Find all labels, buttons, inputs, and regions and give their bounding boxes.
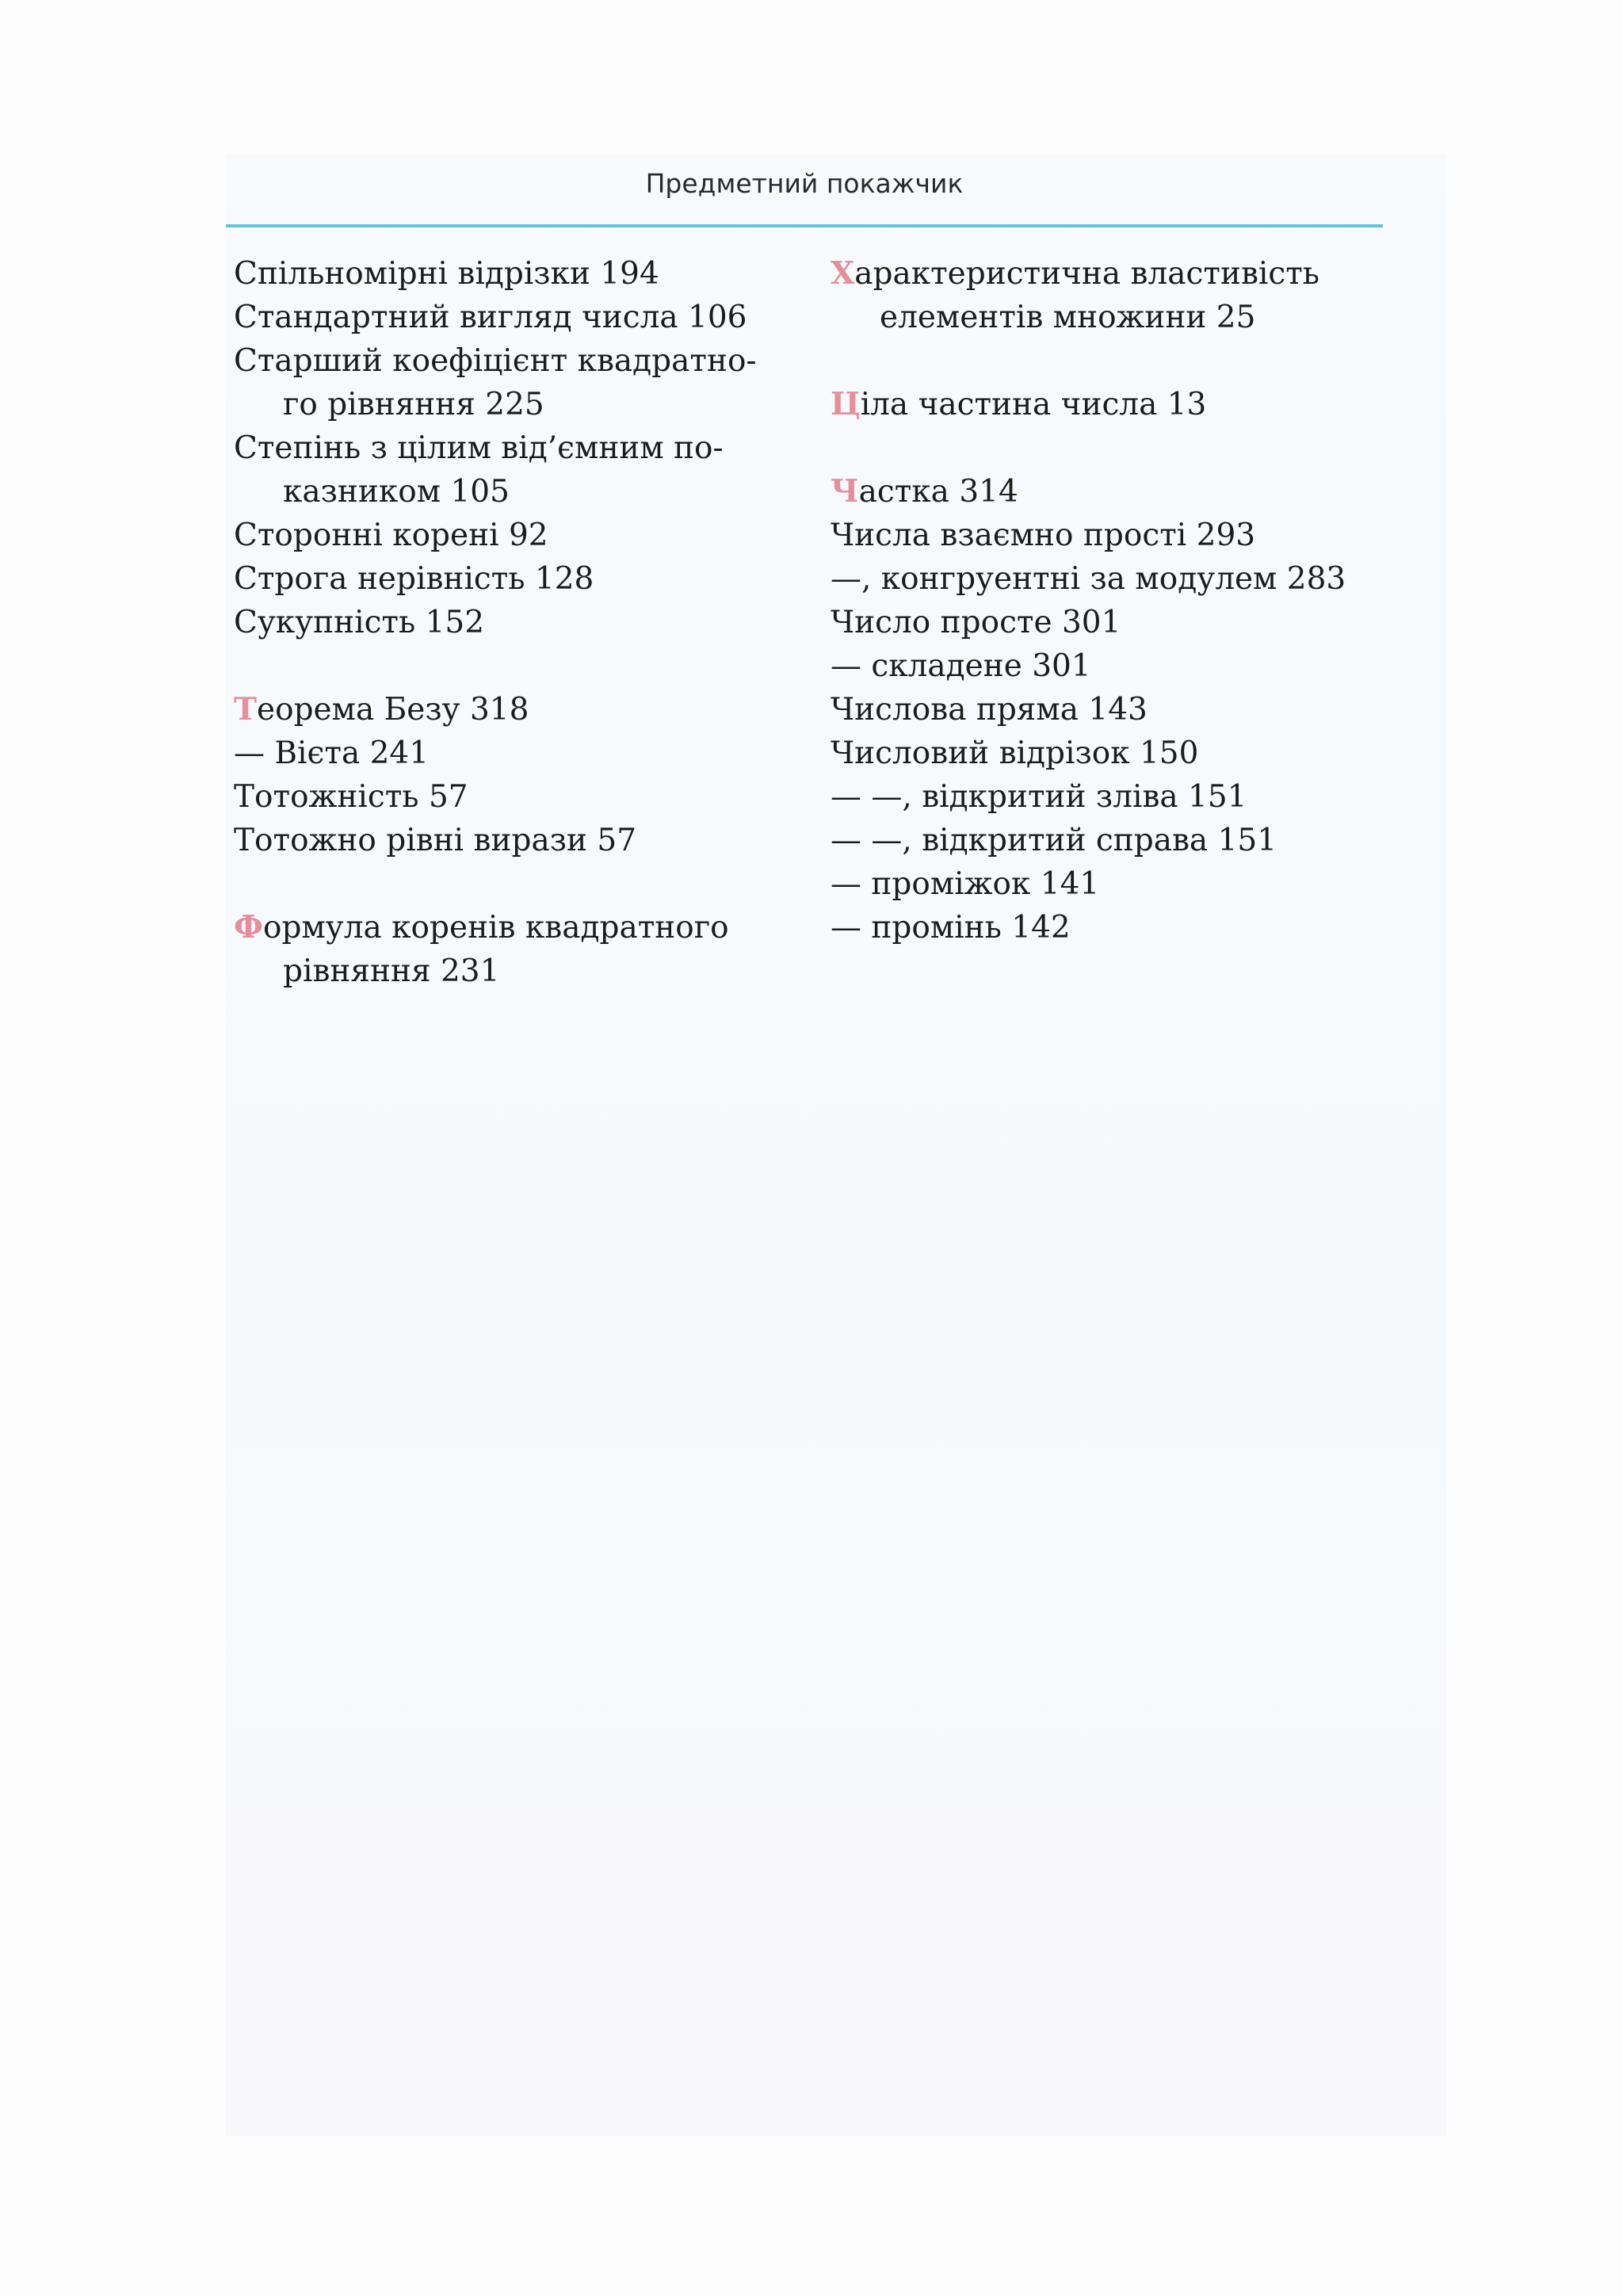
section-gap — [831, 426, 1417, 470]
index-entry-continuation: го рівняння 225 — [283, 387, 544, 422]
index-column-left — [234, 252, 836, 993]
index-entry-text: астка 314 — [858, 474, 1018, 510]
index-entry: Тотожно рівні вирази 57 — [234, 823, 637, 858]
index-entry-letter-start — [831, 252, 1417, 296]
index-entry: Тотожність 57 — [234, 779, 468, 815]
index-entry: Сукупність 152 — [234, 605, 485, 640]
index-entry-letter-start — [831, 383, 1417, 426]
index-entry: Старший коефіцієнт квадратно- — [234, 343, 757, 379]
index-entry-letter-start — [234, 688, 836, 732]
index-entry: Число просте 301 — [831, 605, 1121, 640]
header-rule — [226, 224, 1383, 227]
section-initial-letter: Т — [234, 691, 258, 728]
index-entry-text: ормула коренів квадратного — [263, 910, 729, 946]
index-entry: — проміжок 141 — [831, 866, 1100, 902]
index-entry-continuation: казником 105 — [283, 474, 510, 510]
section-gap — [234, 862, 836, 906]
page-header: Предметний покажчик — [645, 168, 964, 199]
index-entry-text: еорема Безу 318 — [257, 692, 529, 728]
section-initial-letter: Ц — [831, 386, 861, 422]
index-entry-continuation: рівняння 231 — [283, 953, 500, 989]
index-entry: — складене 301 — [831, 648, 1091, 684]
index-entry: Сторонні корені 92 — [234, 518, 548, 553]
index-entry: Числа взаємно прості 293 — [831, 518, 1256, 553]
index-entry-continuation: елементів множини 25 — [880, 300, 1256, 335]
index-entry: Числовий відрізок 150 — [831, 735, 1199, 771]
index-column-right — [831, 252, 1417, 949]
index-entry: Строга нерівність 128 — [234, 561, 594, 597]
index-entry: — —, відкритий справа 151 — [831, 823, 1277, 858]
index-entry: Стандартний вигляд числа 106 — [234, 300, 747, 335]
index-entry-text: арактеристична властивість — [854, 256, 1320, 292]
index-entry-letter-start — [234, 906, 836, 949]
index-entry: Спільномірні відрізки 194 — [234, 256, 659, 292]
index-entry: — Вієта 241 — [234, 735, 430, 771]
index-entry: Степінь з цілим від’ємним по- — [234, 430, 724, 466]
section-initial-letter: Х — [831, 255, 855, 292]
index-entry-letter-start — [831, 470, 1417, 514]
index-entry: — промінь 142 — [831, 910, 1071, 946]
section-gap — [234, 644, 836, 688]
section-initial-letter: Ч — [831, 473, 859, 510]
index-entry: Числова пряма 143 — [831, 692, 1148, 728]
index-entry: — —, відкритий зліва 151 — [831, 779, 1247, 815]
section-gap — [831, 339, 1417, 383]
section-initial-letter: Ф — [234, 909, 264, 946]
index-entry: —, конгруентні за модулем 283 — [831, 561, 1346, 597]
index-entry-text: іла частина числа 13 — [860, 387, 1207, 422]
